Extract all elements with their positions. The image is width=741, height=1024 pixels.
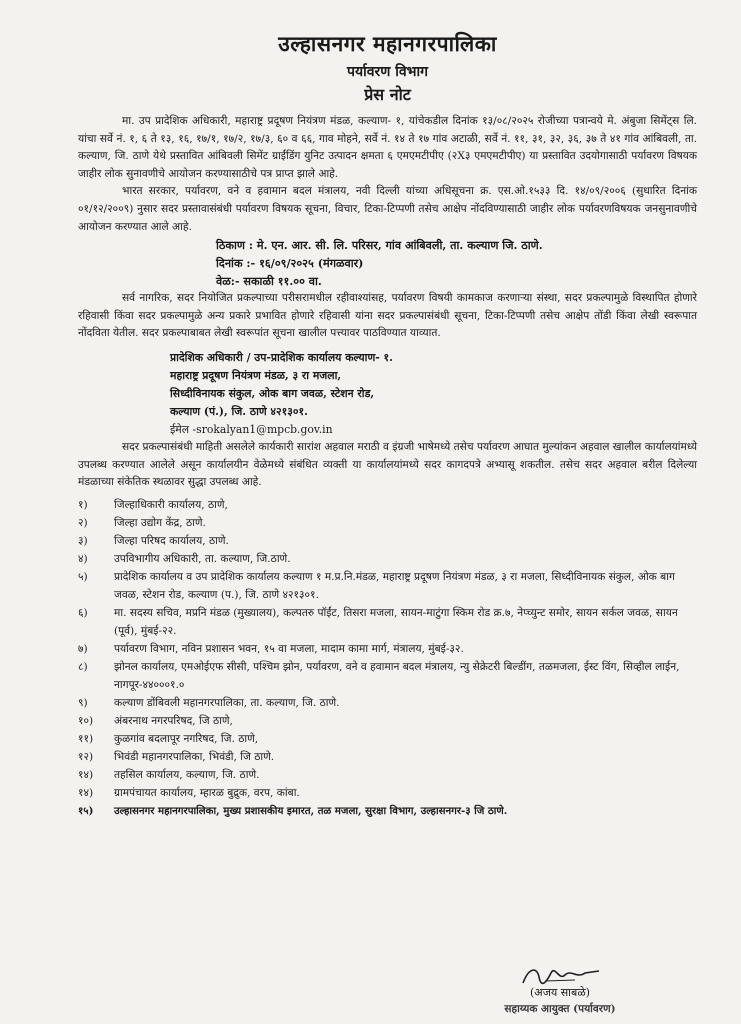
list-item-text: उल्हासनगर महानगरपालिका, मुख्य प्रशासकीय इमारत, तळ मजला, सुरक्षा विभाग, उल्हासनगर-३ जि ठाणे. (114, 804, 508, 817)
list-item-number: १४) (78, 768, 94, 781)
signatory-name: (अजय साबळे) (530, 986, 590, 999)
time-line: वेळ:- सकाळी ११.०० वा. (216, 274, 322, 289)
list-item-number: १०) (78, 714, 94, 727)
address-line: कल्याण (पं.), जि. ठाणे ४२१३०१. (170, 404, 308, 418)
list-item (78, 604, 697, 640)
document-type: प्रेस नोट (364, 85, 411, 104)
list-item-text: झोनल कार्यालय, एमओईएफ सीसी, पश्चिम झोन, पर्यावरण, वने व हवामान बदल मंत्रालय, न्यु सेक्रेटरी बिल्डींग, तळमजला, ईस्ट विंग, सिव्हील लाईन, नागपूर-४४०००१.० (114, 660, 680, 691)
list-item-text: पर्यावरण विभाग, नविन प्रशासन भवन, १५ वा मजला, मादाम कामा मार्ग, मंत्रालय, मुंबई-३२. (114, 642, 464, 655)
list-item (78, 496, 697, 514)
list-item-text: उपविभागीय अधिकारी, ता. कल्याण, जि.ठाणे. (114, 552, 291, 565)
list-item-number: २) (78, 516, 88, 529)
list-item-text: कुळगांव बदलापूर नगरिषद, जि. ठाणे, (114, 732, 259, 745)
list-item-text: कल्याण डोंबिवली महानगरपालिका, ता. कल्याण, जि. ठाणे. (114, 696, 340, 709)
address-line: सिध्दीविनायक संकुल, ओक बाग जवळ, स्टेशन रोड, (170, 386, 375, 400)
list-item-number: ११) (78, 732, 94, 745)
signature-block (480, 963, 640, 1016)
intro-paragraph: मा. उप प्रादेशिक अधिकारी, महाराष्ट्र प्रदूषण नियंत्रण मंडळ, कल्याण- १, यांचेकडील दिनांक १३/०८/२०२५ रोजीच्या पत्रान्वये मे. अंबुजा सिमेंट्स लि. यांचा सर्वे नं. १, ६ ते १३, १६, १७/१, १७/२, १७/३, ६० व ६६, गाव मोहने, सर्वे नं. १४ ते १७ गांव अटाळी, सर्वे नं. ११, ३१, ३२, ३६, ३७ ते ४१ गांव आंबिवली, ता. कल्याण, जि. ठाणे येथे प्रस्तावित आंबिवली सिमेंट ग्राईंडिंग युनिट उत्पादन क्षमता ६ एमएमटीपीए (२X३ एमएमटीपीए) या प्रस्तावित उदयोगासाठी पर्यावरण विषयक जाहीर लोक सुनावणीचे आयोजन करण्यासाठीचे पत्र प्राप्त झाले आहे. (78, 115, 697, 180)
list-item (78, 712, 697, 730)
list-item (78, 748, 697, 766)
list-item-number: १५) (78, 804, 94, 817)
office-list (78, 496, 697, 820)
email-address: ईमेल -srokalyan1@mpcb.gov.in (170, 422, 333, 436)
list-item-number: ६) (78, 606, 88, 619)
list-item (78, 784, 697, 802)
list-item-text: जिल्हा परिषद कार्यालय, ठाणे. (114, 534, 229, 547)
municipal-corporation-title: उल्हासनगर महानगरपालिका (278, 31, 497, 56)
list-item-text: प्रादेशिक कार्यालय व उप प्रादेशिक कार्यालय कल्याण १ म.प्र.नि.मंडळ, महाराष्ट्र प्रदूषण नियंत्रण मंडळ, ३ रा मजला, सिध्दीविनायक संकुल, ओक बाग जवळ, स्टेशन रोड, कल्याण (प.), जि. ठाणे ४२१३०१. (114, 570, 675, 601)
list-item-number: ९) (78, 696, 88, 709)
list-item (78, 802, 697, 820)
list-item-text: अंबरनाथ नगरपरिषद, जि ठाणे, (114, 714, 233, 727)
list-item-text: जिल्हाधिकारी कार्यालय, ठाणे, (114, 498, 228, 511)
list-item-number: ८) (78, 660, 88, 673)
list-item (78, 730, 697, 748)
report-availability-paragraph: सदर प्रकल्पासंबंधी माहिती असलेले कार्यकारी सारांश अहवाल मराठी व इंग्रजी भाषेमध्ये तसेच पर्यावरण आघात मुल्यांकन अहवाल खालील कार्यालयांमध्ये उपलब्ध करण्यात आलेले असून कार्यालयीन वेळेमध्ये संबंधित व्यक्ती या कार्यालयांमध्ये सदर कागदपत्रे अभ्यासू शकतील. तसेच सदर अहवाल बरील दिलेल्या मंडळाच्या संकेतिक स्थळावर सुद्धा उपलब्ध आहे. (78, 440, 697, 489)
list-item-number: ३) (78, 534, 88, 547)
address-line: महाराष्ट्र प्रदूषण नियंत्रण मंडळ, ३ रा मजला, (170, 368, 342, 382)
list-item-number: १) (78, 498, 88, 511)
venue-line: ठिकाण : मे. एन. आर. सी. लि. परिसर, गांव आंबिवली, ता. कल्याण जि. ठाणे. (216, 238, 543, 253)
address-line: प्रादेशिक अधिकारी / उप-प्रादेशिक कार्यालय कल्याण- १. (170, 350, 393, 364)
list-item-number: ४) (78, 552, 88, 565)
list-item (78, 694, 697, 712)
postal-address-block (78, 349, 697, 439)
list-item-number: १२) (78, 750, 94, 763)
signatory-designation: सहाय्यक आयुक्त (पर्यावरण) (504, 1003, 616, 1015)
list-item (78, 766, 697, 784)
list-item (78, 640, 697, 658)
list-item-text: मा. सदस्य सचिव, मप्रनि मंडळ (मुख्यालय), कल्पतरु पॉईंट, तिसरा मजला, सायन-माटुंगा स्किम रोड क्र.७, नेप्च्युन्ट समोर, सायन सर्कल जवळ, सायन (पूर्व), मुंबई-२२. (114, 606, 678, 637)
list-item-number: ५) (78, 570, 88, 583)
department-name: पर्यावरण विभाग (347, 64, 428, 80)
list-item-text: तहसिल कार्यालय, कल्याण, जि. ठाणे. (114, 768, 260, 781)
list-item-text: भिवंडी महानगरपालिका, भिवंडी, जि ठाणे. (114, 750, 275, 763)
list-item (78, 658, 697, 694)
list-item (78, 514, 697, 532)
list-item (78, 532, 697, 550)
notification-paragraph: भारत सरकार, पर्यावरण, वने व हवामान बदल मंत्रालय, नवी दिल्ली यांच्या अधिसूचना क्र. एस.ओ.१५३३ दि. १४/०९/२००६ (सुधारित दिनांक ०१/१२/२००९) नुसार सदर प्रस्तावासंबंधी पर्यावरण विषयक सूचना, विचार, टिका-टिप्पणी तसेच आक्षेप नोंदविण्यासाठी जाहीर लोक पर्यावरणविषयक जनसुनावणीचे आयोजन करण्यात आले आहे. (78, 185, 697, 233)
list-item (78, 568, 697, 604)
public-invitation-paragraph: सर्व नागरिक, सदर नियोजित प्रकल्पाच्या परीसरामधील रहीवाश्यांसह, पर्यावरण विषयी कामकाज करणाऱ्या संस्था, सदर प्रकल्पामुळे विस्थापित होणारे रहिवासी किंवा सदर प्रकल्पामुळे अन्य प्रकारे प्रभावित होणारे रहिवासी यांना सदर प्रकल्पासंबंधी सूचना, टिका-टिप्पणी तसेच आक्षेप तोंडी किंवा लेखी स्वरूपात नोंदविता येतील. सदर प्रकल्पाबाबत लेखी स्वरूपांत सूचना खालील पत्त्यावर पाठविण्यात याव्यात. (78, 292, 697, 340)
list-item-number: ७) (78, 642, 88, 655)
list-item-text: ग्रामपंचायत कार्यालय, म्हारळ बुद्रुक, वरप, कांबा. (114, 786, 300, 799)
list-item-text: जिल्हा उद्योग केंद्र, ठाणे. (114, 516, 206, 529)
list-item-number: १४) (78, 786, 94, 799)
date-line: दिनांक :- १६/०९/२०२५ (मंगळवार) (216, 256, 364, 271)
list-item (78, 550, 697, 568)
